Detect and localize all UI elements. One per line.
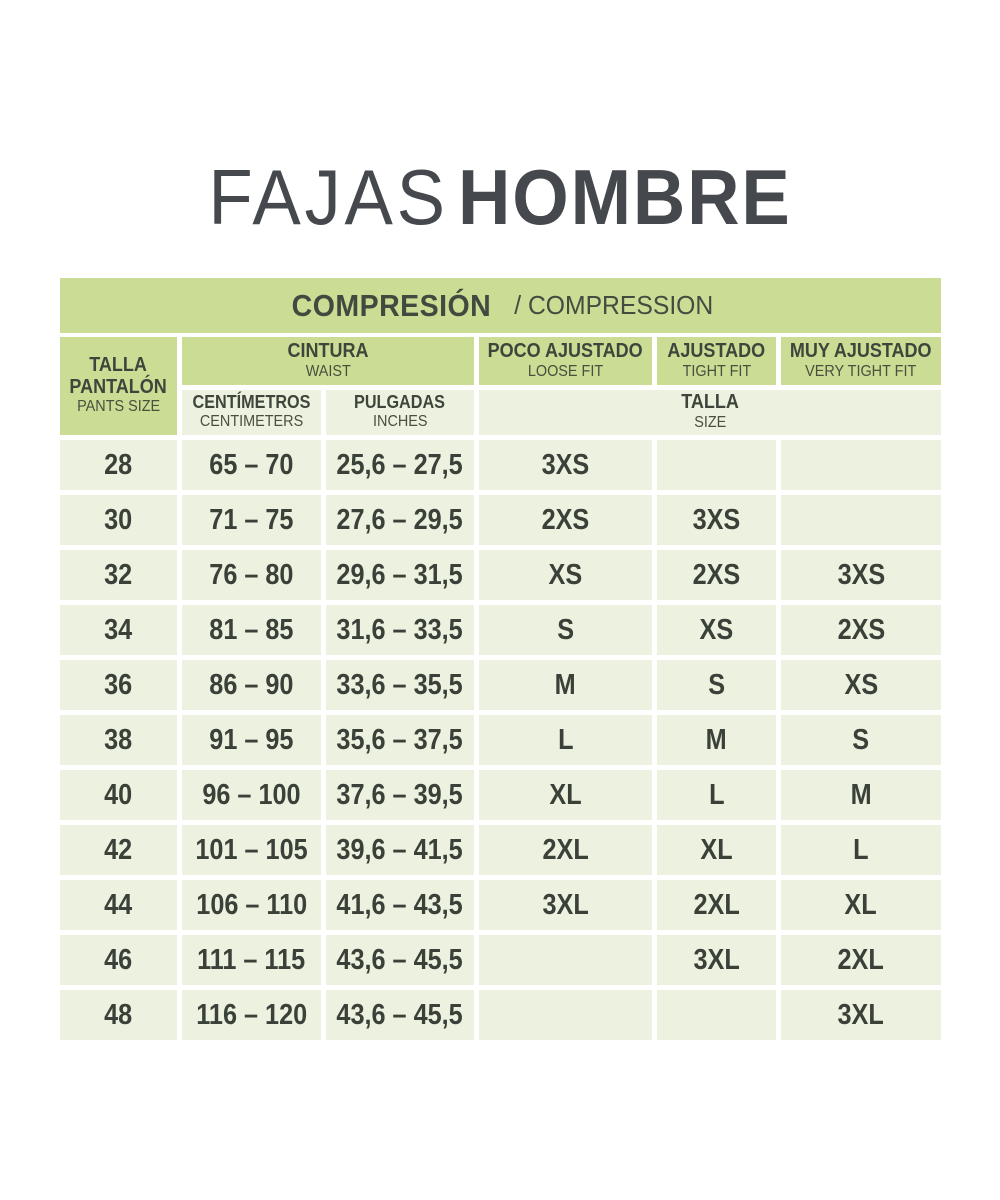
table-cell: 36	[60, 660, 177, 710]
header-loose-main: POCO AJUSTADO	[487, 339, 644, 362]
header-loose-sub: LOOSE FIT	[527, 362, 604, 380]
table-cell: 2XL	[781, 935, 941, 985]
table-cell: 3XL	[479, 880, 652, 930]
header-pants-line1: TALLA	[89, 354, 148, 377]
header-tight-sub: TIGHT FIT	[682, 362, 751, 380]
size-table	[60, 337, 941, 1040]
title-bold: HOMBRE	[458, 153, 792, 241]
table-cell	[781, 495, 941, 545]
table-cell: 2XL	[479, 825, 652, 875]
table-cell	[479, 935, 652, 985]
table-cell: 25,6 – 27,5	[326, 440, 474, 490]
table-cell: 41,6 – 43,5	[326, 880, 474, 930]
table-cell: M	[781, 770, 941, 820]
table-cell: 76 – 80	[182, 550, 321, 600]
table-cell: M	[479, 660, 652, 710]
table-cell: 2XS	[657, 550, 776, 600]
table-cell: 96 – 100	[182, 770, 321, 820]
table-cell: S	[781, 715, 941, 765]
compression-band	[60, 278, 941, 333]
table-cell: 33,6 – 35,5	[326, 660, 474, 710]
table-cell: 2XS	[781, 605, 941, 655]
header-waist-main: CINTURA	[287, 339, 369, 362]
header-cm-main: CENTÍMETROS	[192, 392, 311, 413]
table-cell: 111 – 115	[182, 935, 321, 985]
table-cell	[479, 990, 652, 1040]
table-cell: 71 – 75	[182, 495, 321, 545]
table-cell: 43,6 – 45,5	[326, 990, 474, 1040]
table-cell	[657, 990, 776, 1040]
table-cell: 65 – 70	[182, 440, 321, 490]
table-cell: 86 – 90	[182, 660, 321, 710]
header-inches-sub: INCHES	[372, 412, 428, 430]
header-very-tight-main: MUY AJUSTADO	[790, 339, 932, 362]
table-cell: 31,6 – 33,5	[326, 605, 474, 655]
title-light: FAJAS	[208, 153, 449, 241]
table-cell: 43,6 – 45,5	[326, 935, 474, 985]
table-cell: 116 – 120	[182, 990, 321, 1040]
table-cell: 39,6 – 41,5	[326, 825, 474, 875]
table-cell: L	[781, 825, 941, 875]
table-cell: S	[657, 660, 776, 710]
table-cell: 3XL	[657, 935, 776, 985]
header-pants-size	[60, 337, 177, 435]
table-cell: 3XS	[657, 495, 776, 545]
table-cell: S	[479, 605, 652, 655]
header-inches-main: PULGADAS	[354, 392, 446, 413]
header-size	[479, 390, 941, 435]
table-cell: 30	[60, 495, 177, 545]
table-cell: 3XS	[479, 440, 652, 490]
table-cell: 27,6 – 29,5	[326, 495, 474, 545]
table-cell: 44	[60, 880, 177, 930]
table-cell: 91 – 95	[182, 715, 321, 765]
table-cell: 29,6 – 31,5	[326, 550, 474, 600]
table-cell	[781, 440, 941, 490]
table-cell: 2XL	[657, 880, 776, 930]
table-cell: 37,6 – 39,5	[326, 770, 474, 820]
header-size-main: TALLA	[681, 391, 739, 414]
table-cell: L	[479, 715, 652, 765]
table-cell: 3XL	[781, 990, 941, 1040]
header-very-tight-fit	[781, 337, 941, 385]
table-cell	[657, 440, 776, 490]
table-cell: XL	[657, 825, 776, 875]
table-cell: 3XS	[781, 550, 941, 600]
table-cell: 106 – 110	[182, 880, 321, 930]
page-title	[35, 153, 965, 241]
table-cell: 48	[60, 990, 177, 1040]
band-title: COMPRESIÓN	[291, 287, 492, 323]
size-chart	[60, 278, 941, 1040]
table-cell: XL	[479, 770, 652, 820]
table-cell: M	[657, 715, 776, 765]
header-very-tight-sub: VERY TIGHT FIT	[805, 362, 917, 380]
header-pants-sub: PANTS SIZE	[76, 398, 161, 416]
table-cell: 42	[60, 825, 177, 875]
table-cell: XS	[479, 550, 652, 600]
table-cell: 2XS	[479, 495, 652, 545]
table-cell: 81 – 85	[182, 605, 321, 655]
band-subtitle: / COMPRESSION	[513, 290, 713, 320]
header-tight-main: AJUSTADO	[667, 339, 766, 362]
header-pants-line2: PANTALÓN	[69, 375, 168, 398]
table-cell: 38	[60, 715, 177, 765]
table-cell: XS	[657, 605, 776, 655]
table-cell: 40	[60, 770, 177, 820]
header-waist	[182, 337, 474, 385]
table-cell: XL	[781, 880, 941, 930]
header-tight-fit	[657, 337, 776, 385]
table-cell: 34	[60, 605, 177, 655]
header-size-sub: SIZE	[693, 414, 727, 431]
header-centimeters	[182, 390, 321, 435]
table-cell: 46	[60, 935, 177, 985]
header-waist-sub: WAIST	[305, 362, 351, 380]
table-cell: 101 – 105	[182, 825, 321, 875]
table-cell: 35,6 – 37,5	[326, 715, 474, 765]
table-cell: 28	[60, 440, 177, 490]
header-inches	[326, 390, 474, 435]
header-loose-fit	[479, 337, 652, 385]
table-cell: 32	[60, 550, 177, 600]
table-cell: XS	[781, 660, 941, 710]
table-cell: L	[657, 770, 776, 820]
header-cm-sub: CENTIMETERS	[199, 412, 304, 430]
